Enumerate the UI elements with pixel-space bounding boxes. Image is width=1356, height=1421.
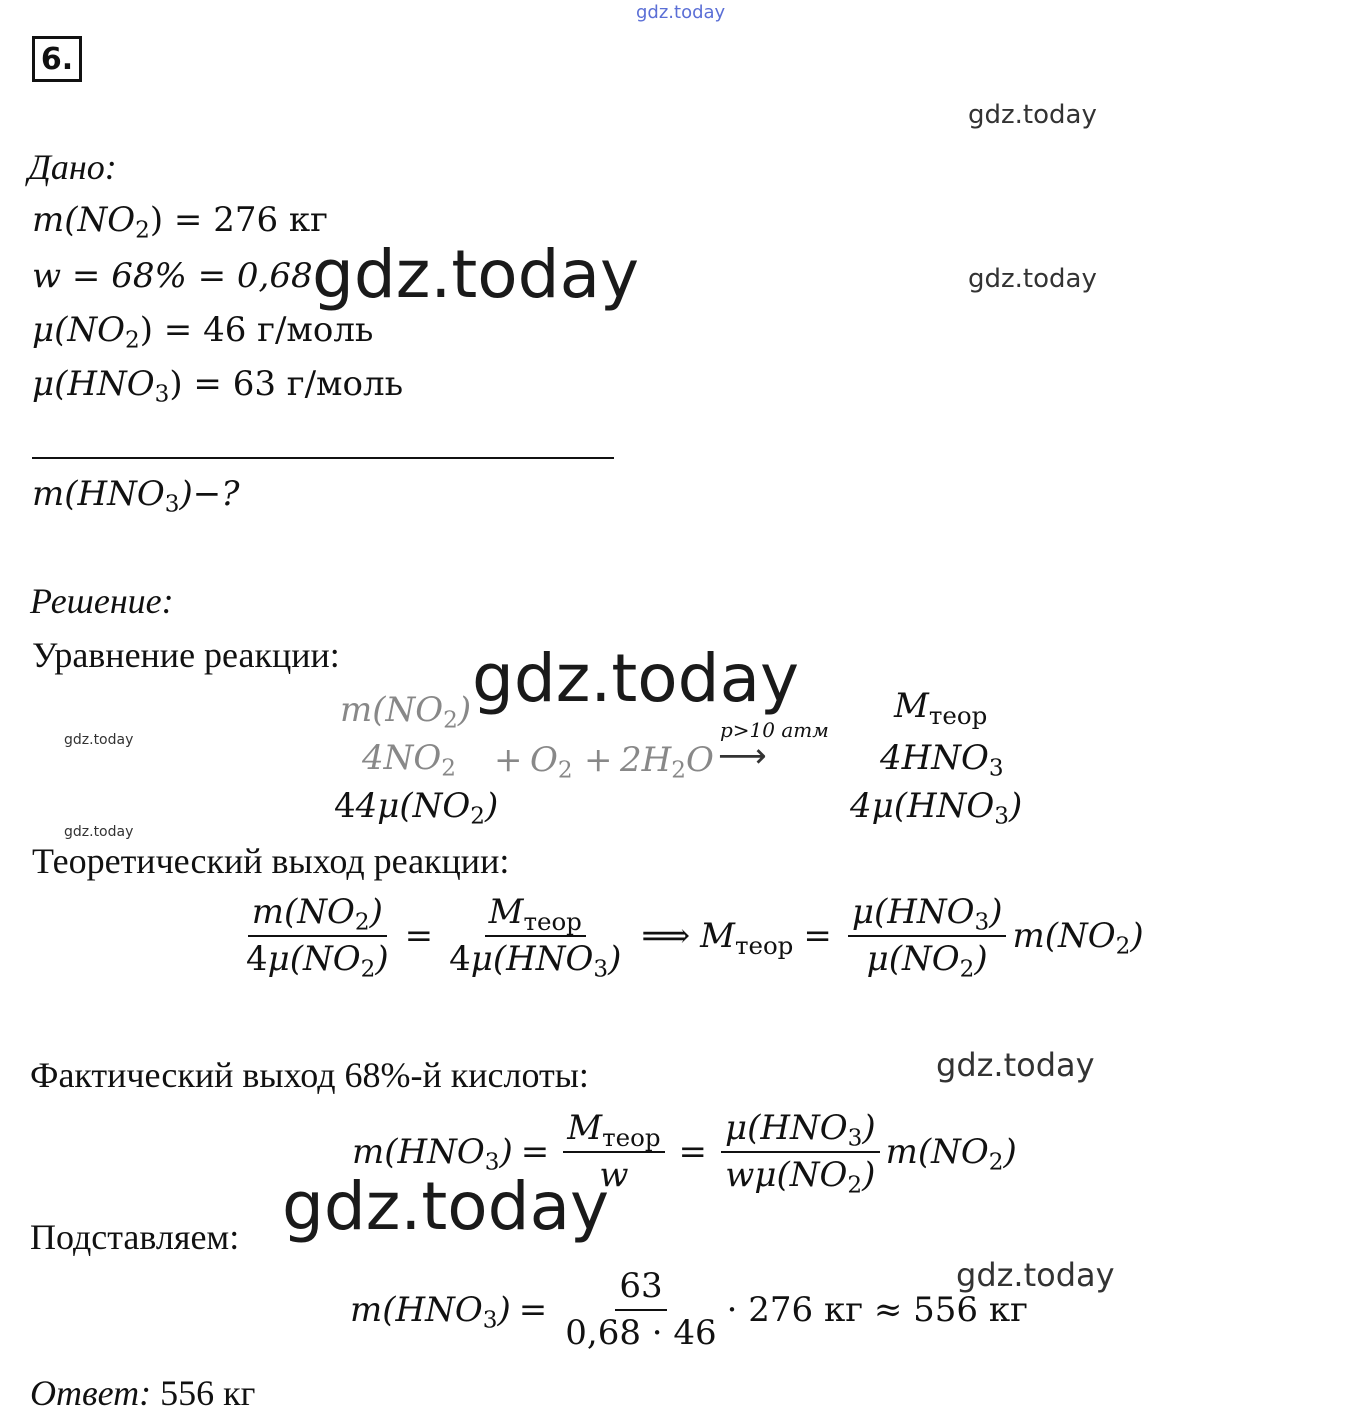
reaction-label: Уравнение реакции: <box>32 635 340 675</box>
reaction-plus-1: + <box>494 740 523 780</box>
watermark-top: gdz.today <box>636 2 726 23</box>
answer: Ответ: 556 кг <box>30 1373 256 1413</box>
reaction-arrow: ⟶ <box>718 736 767 776</box>
watermark-right-1: gdz.today <box>968 100 1097 130</box>
fact-equation: $m(HNO_3)$ = $\frac{M_{теор}}{w}$ = $\frac{\mu(HNO_3)}{w\mu(NO_2)}$ $m(NO_2)$ <box>352 1108 1017 1199</box>
given-divider <box>32 457 614 459</box>
watermark-right-2: gdz.today <box>968 264 1097 294</box>
reaction-product: $4HNO_3$ <box>880 738 1004 782</box>
fact-label: Фактический выход 68%-й кислоты: <box>30 1055 589 1095</box>
solution-heading: Решение: <box>30 581 174 621</box>
problem-number: 6. <box>32 36 82 82</box>
given-mu-hno3: $\mu(HNO_3) = 63$ г/моль <box>32 364 404 408</box>
given-heading: Дано: <box>28 147 117 187</box>
theoretical-label: Теоретический выход реакции: <box>32 841 510 881</box>
watermark-left-2: gdz.today <box>64 824 134 840</box>
watermark-right-4: gdz.today <box>956 1256 1115 1294</box>
watermark-left-1: gdz.today <box>64 732 134 748</box>
reaction-bottom-right: $4\mu(HNO_3)$ <box>850 786 1023 830</box>
reaction-reactant-3: $2H_2O$ <box>620 740 714 784</box>
substitute-label: Подставляем: <box>30 1217 240 1257</box>
watermark-large-1: gdz.today <box>312 236 640 313</box>
given-w: w = 68% = 0,68 <box>32 256 313 296</box>
reaction-reactant-2: $O_2$ <box>530 740 573 784</box>
reaction-plus-2: + <box>584 740 613 780</box>
substitute-equation: $m(HNO_3)$ = $\frac{63}{0,68 \cdot 46}$ · 276 кг ≈ 556 кг <box>350 1266 1028 1353</box>
reaction-bottom-left: $44\mu(NO_2)$ <box>334 786 499 830</box>
given-m-no2: $m(NO_2) = 276$ кг <box>32 200 328 244</box>
reaction-top-left: $m(NO_2)$ <box>340 690 472 734</box>
watermark-large-2: gdz.today <box>472 640 800 717</box>
reaction-condition: p>10 атм <box>720 718 829 742</box>
given-mu-no2: $\mu(NO_2) = 46$ г/моль <box>32 310 374 354</box>
reaction-reactant-1: $4NO_2$ <box>362 738 456 782</box>
watermark-large-3: gdz.today <box>282 1168 610 1245</box>
reaction-top-right: $M_{теор}$ <box>894 686 988 730</box>
find-m-hno3: $m(HNO_3)-$? <box>32 474 240 518</box>
watermark-right-3: gdz.today <box>936 1046 1095 1084</box>
theoretical-equation: $\frac{m(NO_2)}{4\mu(NO_2)}$ = $\frac{M_{теор}}{4\mu(HNO_3)}$ ⟹ $M_{теор}$ = $\frac{\mu(HNO_3)}{\mu(NO_2)}$ $m(NO_2)$ <box>246 892 1144 983</box>
